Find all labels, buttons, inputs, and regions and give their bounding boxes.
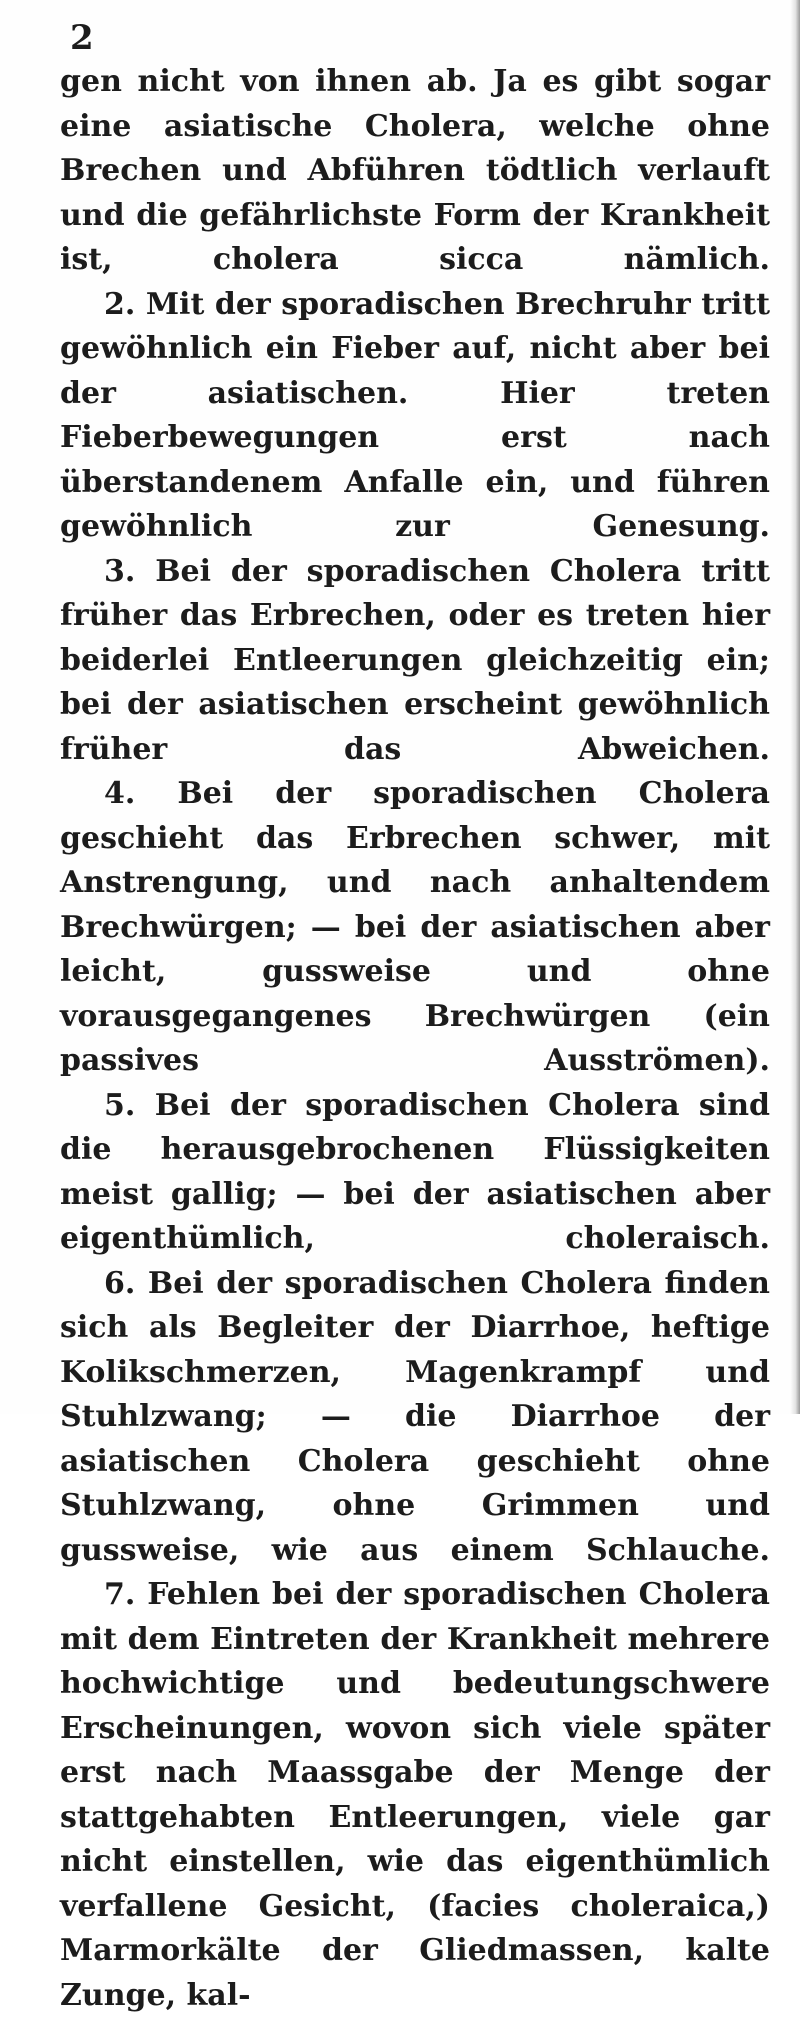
body-text xyxy=(60,60,770,2018)
page-edge-shadow xyxy=(790,0,800,1414)
paragraph-continuation: gen nicht von ihnen ab. Ja es gibt sogar eine asiatische Cholera, welche ohne Brechen und Abführen tödtlich verlauft und die gefährlichste Form der Krankheit ist, cholera sicca nämlich. xyxy=(60,64,770,277)
paragraph-6: 6. Bei der sporadischen Cholera finden sich als Begleiter der Diarrhoe, heftige Kolikschmerzen, Magenkrampf und Stuhlzwang; — die Diarrhoe der asiatischen Cholera geschieht ohne Stuhlzwang, ohne Grimmen und gussweise, wie aus einem Schlauche. xyxy=(60,1265,770,1568)
page-number: 2 xyxy=(70,18,94,58)
paragraph-3: 3. Bei der sporadischen Cholera tritt früher das Erbrechen, oder es treten hier beiderlei Entleerungen gleichzeitig ein; bei der asiatischen erscheint gewöhnlich früher das Abweichen. xyxy=(60,553,770,767)
paragraph-5: 5. Bei der sporadischen Cholera sind die herausgebrochenen Flüssigkeiten meist gallig; — bei der asiatischen aber eigenthümlich, choleraisch. xyxy=(60,1087,770,1256)
paragraph-2: 2. Mit der sporadischen Brechruhr tritt gewöhnlich ein Fieber auf, nicht aber bei der asiatischen. Hier treten Fieberbewegungen erst nach überstandenem Anfalle ein, und führen gewöhnlich zur Genesung. xyxy=(60,286,770,544)
paragraph-7: 7. Fehlen bei der sporadischen Cholera mit dem Eintreten der Krankheit mehrere hochwichtige und bedeutungschwere Erscheinungen, wovon sich viele später erst nach Maassgabe der Menge der stattgehabten Entleerungen, viele gar nicht einstellen, wie das eigenthümlich verfallene Gesicht, (facies choleraica,) Marmorkälte der Gliedmassen, kalte Zunge, kal- xyxy=(60,1577,770,2013)
paragraph-4: 4. Bei der sporadischen Cholera geschieht das Erbrechen schwer, mit Anstrengung, und nach anhaltendem Brechwürgen; — bei der asiatischen aber leicht, gussweise und ohne vorausgegangenes Brechwürgen (ein passives Ausströmen). xyxy=(60,776,770,1078)
